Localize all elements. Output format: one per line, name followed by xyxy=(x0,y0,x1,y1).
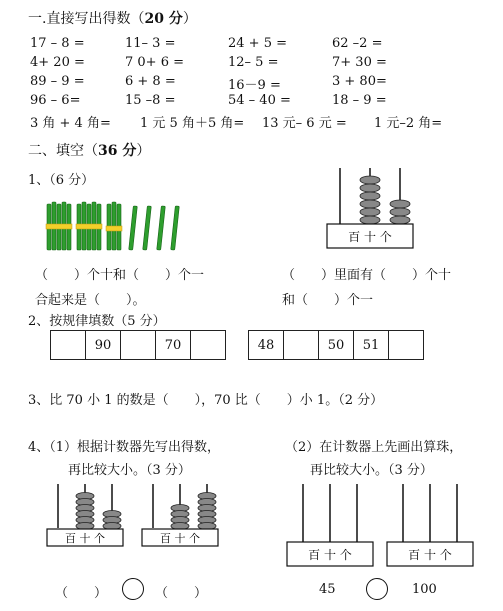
problem: 18 – 9 = xyxy=(332,93,387,108)
abacus-q1 xyxy=(325,166,415,252)
section1-title: 一.直接写出得数（20 分） xyxy=(28,11,197,27)
abacus-q4-b xyxy=(140,482,220,548)
section2-title: 二、填空（36 分） xyxy=(28,143,151,159)
grid-cell[interactable]: 70 xyxy=(156,331,191,359)
grid-cell[interactable] xyxy=(284,331,319,359)
q4-left-line1: 4、（1）根据计数器先写出得数， xyxy=(28,440,221,455)
q4-right-line1: （2）在计数器上先画出算珠， xyxy=(285,440,463,455)
problem: 12– 5 = xyxy=(228,55,279,70)
q1-right-line2: 和（ ）个一 xyxy=(282,293,374,308)
problem: 3 角 + 4 角= xyxy=(30,116,111,131)
arith-row-3 xyxy=(30,74,490,92)
problem: 54 – 40 = xyxy=(228,93,291,108)
grid-cell[interactable] xyxy=(191,331,225,359)
problem: 1 元 5 角＋5 角= xyxy=(140,116,245,131)
q1-label: 1、（6 分） xyxy=(28,173,95,188)
grid-cell[interactable]: 50 xyxy=(319,331,354,359)
problem: 7 0+ 6 = xyxy=(125,55,184,70)
abacus-label: 百 十 个 xyxy=(348,230,392,244)
compare-circle-right[interactable] xyxy=(366,578,388,600)
answer-blank-b[interactable]: （ ） xyxy=(155,586,208,601)
problem: 17 – 8 = xyxy=(30,36,85,51)
q1-right-line1: （ ）里面有（ ）个十 xyxy=(282,268,452,283)
q2-label: 2、按规律填数（5 分） xyxy=(28,314,166,329)
abacus-beads xyxy=(360,176,410,224)
answer-blank-a[interactable]: （ ） xyxy=(55,586,108,601)
q1-left-line2: 合起来是（ ）。 xyxy=(35,293,146,308)
problem: 13 元– 6 元 = xyxy=(262,116,347,131)
abacus-q4-empty-a[interactable] xyxy=(285,482,375,570)
abacus-beads xyxy=(171,493,216,530)
abacus-label: 百 十 个 xyxy=(160,532,200,545)
abacus-label: 百 十 个 xyxy=(408,548,452,562)
arith-row-2 xyxy=(30,55,490,73)
q3-text: 3、比 70 小 1 的数是（ ），70 比（ ）小 1。（2 分） xyxy=(28,393,384,408)
problem: 4+ 20 = xyxy=(30,55,85,70)
grid-cell[interactable] xyxy=(389,331,423,359)
sequence-grid-left xyxy=(50,330,226,360)
grid-cell[interactable] xyxy=(121,331,156,359)
problem: 89 – 9 = xyxy=(30,74,85,89)
problem: 96 – 6= xyxy=(30,93,81,108)
arith-row-1 xyxy=(30,36,490,54)
problem: 3 + 80= xyxy=(332,74,387,89)
problem: 16－9 = xyxy=(228,78,281,93)
problem: 24 + 5 = xyxy=(228,36,287,51)
abacus-q4-a xyxy=(45,482,125,548)
counting-sticks-illustration xyxy=(45,196,195,256)
problem: 11– 3 = xyxy=(125,36,176,51)
q1-left-line1: （ ）个十和（ ）个一 xyxy=(35,268,205,283)
problem: 7+ 30 = xyxy=(332,55,387,70)
grid-cell[interactable]: 90 xyxy=(86,331,121,359)
q4-right-line2: 再比较大小。（3 分） xyxy=(310,463,433,478)
problem: 62 –2 = xyxy=(332,36,383,51)
compare-circle-left[interactable] xyxy=(122,578,144,600)
single-sticks xyxy=(129,206,180,250)
abacus-q4-empty-b[interactable] xyxy=(385,482,475,570)
grid-cell[interactable]: 48 xyxy=(249,331,284,359)
problem: 1 元–2 角= xyxy=(374,116,443,131)
arith-row-4 xyxy=(30,93,490,111)
grid-cell[interactable]: 51 xyxy=(354,331,389,359)
problem: 6 + 8 = xyxy=(125,74,176,89)
abacus-beads xyxy=(76,493,121,530)
abacus-label: 百 十 个 xyxy=(308,548,352,562)
problem: 15 –8 = xyxy=(125,93,176,108)
q4-left-line2: 再比较大小。（3 分） xyxy=(68,463,191,478)
arith-row-5 xyxy=(30,112,490,130)
number-a: 45 xyxy=(319,582,336,597)
sequence-grid-right xyxy=(248,330,424,360)
abacus-label: 百 十 个 xyxy=(65,532,105,545)
grid-cell[interactable] xyxy=(51,331,86,359)
number-b: 100 xyxy=(412,582,437,597)
